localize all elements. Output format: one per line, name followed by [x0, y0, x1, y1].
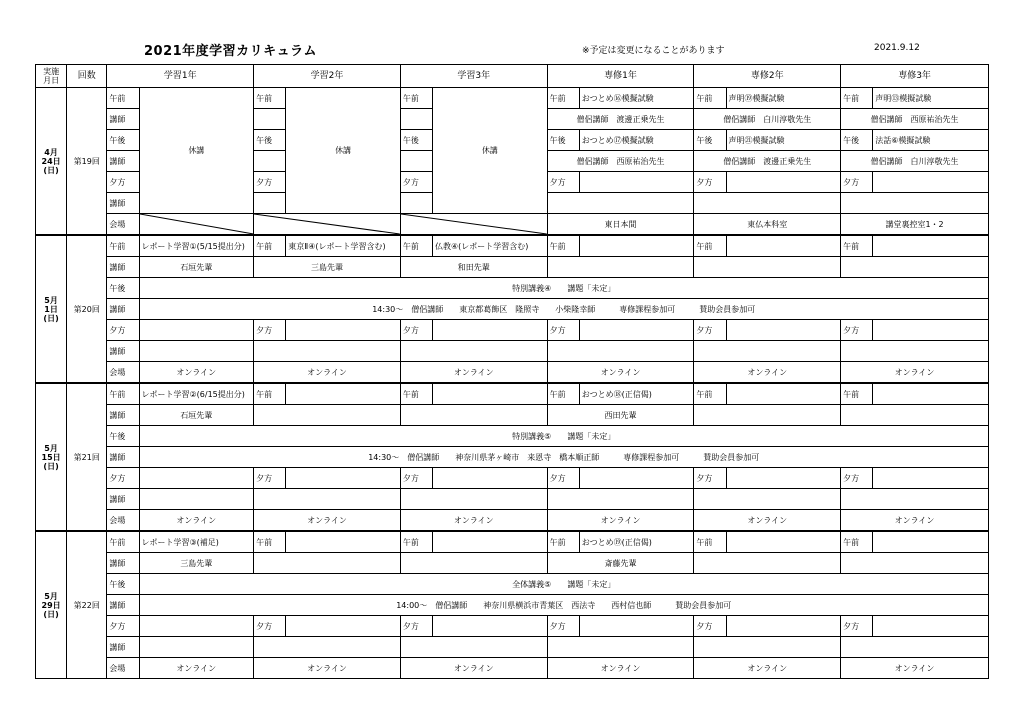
- lecturer-cell: 三島先輩: [139, 553, 254, 574]
- lecturer-cell: 僧侶講師 白川淳敬先生: [841, 151, 989, 172]
- header-senshu-1: 専修1年: [547, 65, 694, 88]
- subject-cell: 仏教④(レポート学習含む): [433, 235, 548, 257]
- table-row: [36, 531, 989, 553]
- venue-cell: オンライン: [139, 658, 254, 679]
- table-row: [36, 383, 989, 405]
- slot-label: 夕方: [400, 616, 432, 637]
- slot-label: 午後: [107, 278, 139, 299]
- venue-cell: オンライン: [694, 658, 841, 679]
- session-19-date: 4月 24日 (日): [36, 88, 67, 236]
- slot-label: 夕方: [841, 172, 873, 193]
- slot-label: 夕方: [841, 468, 873, 489]
- slot-label: 午前: [254, 383, 286, 405]
- slot-label: 午前: [400, 88, 432, 109]
- subject-cell: 声明⑲模擬試験: [726, 88, 841, 109]
- slot-label: 午後: [694, 130, 726, 151]
- table-header-row: [36, 65, 989, 88]
- venue-cell: 東日本間: [547, 214, 694, 236]
- venue-cell: オンライン: [400, 658, 547, 679]
- table-row: [36, 341, 989, 362]
- slot-label: 講師: [107, 595, 139, 616]
- page-title: 2021年度学習カリキュラム: [144, 44, 318, 59]
- change-note: ※予定は変更になることがあります: [582, 46, 725, 56]
- venue-cell: オンライン: [841, 362, 989, 384]
- venue-cell: オンライン: [841, 658, 989, 679]
- venue-cell: オンライン: [400, 510, 547, 532]
- venue-cell: 講堂裏控室1・2: [841, 214, 989, 236]
- slot-label: 夕方: [254, 468, 286, 489]
- slot-label: [254, 109, 286, 130]
- slot-label: 午前: [841, 235, 873, 257]
- session-19-kai: 第19回: [67, 88, 107, 236]
- slot-label: 会場: [107, 510, 139, 532]
- slot-label: 夕方: [400, 468, 432, 489]
- subject-cell: 声明㉑模擬試験: [726, 130, 841, 151]
- slot-label: 午後: [547, 130, 579, 151]
- slot-label: 午前: [694, 531, 726, 553]
- venue-cell: オンライン: [254, 362, 401, 384]
- special-lecturer-cell: 14:30～ 僧侶講師 神奈川県茅ヶ崎市 来恩寺 橋本順正師 専修課程参加可 賛助会員参加可: [139, 447, 988, 468]
- table-row: [36, 510, 989, 532]
- slot-label: 夕方: [254, 172, 286, 193]
- slot-label: 午後: [254, 130, 286, 151]
- table-row: [36, 257, 989, 278]
- slot-label: [254, 151, 286, 172]
- table-row: [36, 235, 989, 257]
- slot-label: 夕方: [547, 616, 579, 637]
- slot-label: 夕方: [107, 320, 139, 341]
- venue-cell: オンライン: [841, 510, 989, 532]
- slot-label: 午後: [841, 130, 873, 151]
- slot-label: 午前: [694, 88, 726, 109]
- slot-label: 講師: [107, 489, 139, 510]
- slot-label: 講師: [107, 447, 139, 468]
- subject-cell: 東京Ⅱ④(レポート学習含む): [286, 235, 401, 257]
- slot-label: 講師: [107, 151, 139, 172]
- subject-cell: おつとめ⑱(正信偈): [579, 383, 694, 405]
- header-kai: 回数: [67, 65, 107, 88]
- slot-label: 夕方: [400, 172, 432, 193]
- slot-label: 夕方: [694, 172, 726, 193]
- slot-label: 午前: [254, 88, 286, 109]
- venue-cell: 東仏本科室: [694, 214, 841, 236]
- slot-label: 午前: [254, 235, 286, 257]
- session-21-kai: 第21回: [67, 383, 107, 531]
- slot-label: 夕方: [547, 320, 579, 341]
- slot-label: 午後: [107, 130, 139, 151]
- lecturer-cell: 僧侶講師 渡邊正乗先生: [694, 151, 841, 172]
- slot-label: 夕方: [107, 172, 139, 193]
- subject-cell: おつとめ⑯模擬試験: [579, 88, 694, 109]
- slot-label: 夕方: [107, 468, 139, 489]
- venue-cell: オンライン: [254, 510, 401, 532]
- slot-label: 会場: [107, 362, 139, 384]
- slot-label: 夕方: [694, 468, 726, 489]
- table-row: [36, 299, 989, 320]
- slot-label: 午前: [107, 88, 139, 109]
- slot-label: 夕方: [841, 616, 873, 637]
- table-row: [36, 362, 989, 384]
- subject-cell: レポート学習②(6/15提出分): [139, 383, 254, 405]
- table-row: [36, 278, 989, 299]
- slot-label: 夕方: [841, 320, 873, 341]
- table-row: [36, 426, 989, 447]
- general-lecturer-cell: 14:00～ 僧侶講師 神奈川県横浜市青葉区 西法寺 西村信也師 賛助会員参加可: [139, 595, 988, 616]
- header-senshu-3: 専修3年: [841, 65, 989, 88]
- slot-label: 午後: [107, 426, 139, 447]
- session-21-date: 5月 15日 (日): [36, 383, 67, 531]
- slot-label: [400, 109, 432, 130]
- slot-label: 夕方: [254, 616, 286, 637]
- table-row: [36, 553, 989, 574]
- lecturer-cell: 和田先輩: [400, 257, 547, 278]
- special-lecture-cell: 特別講義④ 講題「未定」: [139, 278, 988, 299]
- empty-venue-cell: [254, 214, 401, 236]
- table-row: [36, 447, 989, 468]
- session-22-kai: 第22回: [67, 531, 107, 679]
- slot-label: 午前: [107, 531, 139, 553]
- kyuko-cell: 休講: [433, 88, 548, 214]
- header-senshu-2: 専修2年: [694, 65, 841, 88]
- slot-label: 夕方: [694, 320, 726, 341]
- slot-label: 午前: [400, 383, 432, 405]
- slot-label: 午後: [400, 130, 432, 151]
- slot-label: 午前: [694, 235, 726, 257]
- table-row: [36, 88, 989, 109]
- lecturer-cell: 僧侶講師 西原祐治先生: [547, 151, 694, 172]
- table-row: [36, 637, 989, 658]
- table-row: [36, 616, 989, 637]
- general-lecture-cell: 全体講義⑤ 講題「未定」: [139, 574, 988, 595]
- kyuko-cell: 休講: [286, 88, 401, 214]
- lecturer-cell: 斎藤先輩: [547, 553, 694, 574]
- slot-label: 午前: [107, 383, 139, 405]
- lecturer-cell: 石垣先輩: [139, 257, 254, 278]
- slot-label: 午後: [107, 574, 139, 595]
- curriculum-table: [35, 64, 989, 679]
- lecturer-cell: 僧侶講師 白川淳敬先生: [694, 109, 841, 130]
- table-row: [36, 214, 989, 236]
- lecturer-cell: 三島先輩: [254, 257, 401, 278]
- slot-label: 午前: [400, 235, 432, 257]
- table-row: [36, 658, 989, 679]
- subject-cell: レポート学習③(補足): [139, 531, 254, 553]
- subject-cell: 声明⑬模擬試験: [873, 88, 989, 109]
- slot-label: 講師: [107, 109, 139, 130]
- subject-cell: おつとめ⑰模擬試験: [579, 130, 694, 151]
- slot-label: 午前: [841, 531, 873, 553]
- subject-cell: おつとめ⑲(正信偈): [579, 531, 694, 553]
- session-22-date: 5月 29日 (日): [36, 531, 67, 679]
- slot-label: 午前: [254, 531, 286, 553]
- venue-cell: オンライン: [547, 510, 694, 532]
- header-gakushu-2: 学習2年: [254, 65, 401, 88]
- table-row: [36, 574, 989, 595]
- slot-label: 午前: [547, 235, 579, 257]
- slot-label: 夕方: [694, 616, 726, 637]
- subject-cell: レポート学習①(5/15提出分): [139, 235, 254, 257]
- slot-label: 午前: [547, 88, 579, 109]
- table-row: [36, 320, 989, 341]
- venue-cell: オンライン: [547, 362, 694, 384]
- lecturer-cell: 西田先輩: [547, 405, 694, 426]
- slot-label: 講師: [107, 553, 139, 574]
- slot-label: 夕方: [547, 172, 579, 193]
- slot-label: 午前: [107, 235, 139, 257]
- venue-cell: オンライン: [254, 658, 401, 679]
- document-date: 2021.9.12: [874, 43, 920, 53]
- venue-cell: オンライン: [694, 510, 841, 532]
- slot-label: 夕方: [107, 616, 139, 637]
- table-row: [36, 595, 989, 616]
- slot-label: 午前: [547, 531, 579, 553]
- header-date: 実施 月日: [36, 65, 67, 88]
- venue-cell: オンライン: [139, 510, 254, 532]
- slot-label: 会場: [107, 658, 139, 679]
- slot-label: 講師: [107, 341, 139, 362]
- slot-label: 会場: [107, 214, 139, 236]
- empty-venue-cell: [400, 214, 547, 236]
- slot-label: [400, 151, 432, 172]
- special-lecturer-cell: 14:30～ 僧侶講師 東京都葛飾区 隆照寺 小柴隆幸師 専修課程参加可 賛助会員参加可: [139, 299, 988, 320]
- special-lecture-cell: 特別講義⑤ 講題「未定」: [139, 426, 988, 447]
- table-row: [36, 405, 989, 426]
- slot-label: 夕方: [254, 320, 286, 341]
- venue-cell: オンライン: [139, 362, 254, 384]
- slot-label: 講師: [107, 257, 139, 278]
- venue-cell: オンライン: [400, 362, 547, 384]
- session-20-kai: 第20回: [67, 235, 107, 383]
- slot-label: 午前: [400, 531, 432, 553]
- session-20-date: 5月 1日 (日): [36, 235, 67, 383]
- slot-label: 夕方: [547, 468, 579, 489]
- slot-label: 講師: [107, 405, 139, 426]
- slot-label: 夕方: [400, 320, 432, 341]
- kyuko-cell: 休講: [139, 88, 254, 214]
- slot-label: 午前: [547, 383, 579, 405]
- header-gakushu-1: 学習1年: [107, 65, 254, 88]
- slot-label: 講師: [107, 299, 139, 320]
- venue-cell: オンライン: [547, 658, 694, 679]
- venue-cell: オンライン: [694, 362, 841, 384]
- slot-label: 午前: [841, 383, 873, 405]
- slot-label: 午前: [841, 88, 873, 109]
- subject-cell: 法話⑥模擬試験: [873, 130, 989, 151]
- lecturer-cell: 僧侶講師 渡邊正乗先生: [547, 109, 694, 130]
- slot-label: 講師: [107, 637, 139, 658]
- slot-label: 午前: [694, 383, 726, 405]
- header-gakushu-3: 学習3年: [400, 65, 547, 88]
- table-row: [36, 489, 989, 510]
- lecturer-cell: 僧侶講師 西原祐治先生: [841, 109, 989, 130]
- empty-venue-cell: [139, 214, 254, 236]
- slot-label: 講師: [107, 193, 139, 214]
- lecturer-cell: 石垣先輩: [139, 405, 254, 426]
- table-row: [36, 468, 989, 489]
